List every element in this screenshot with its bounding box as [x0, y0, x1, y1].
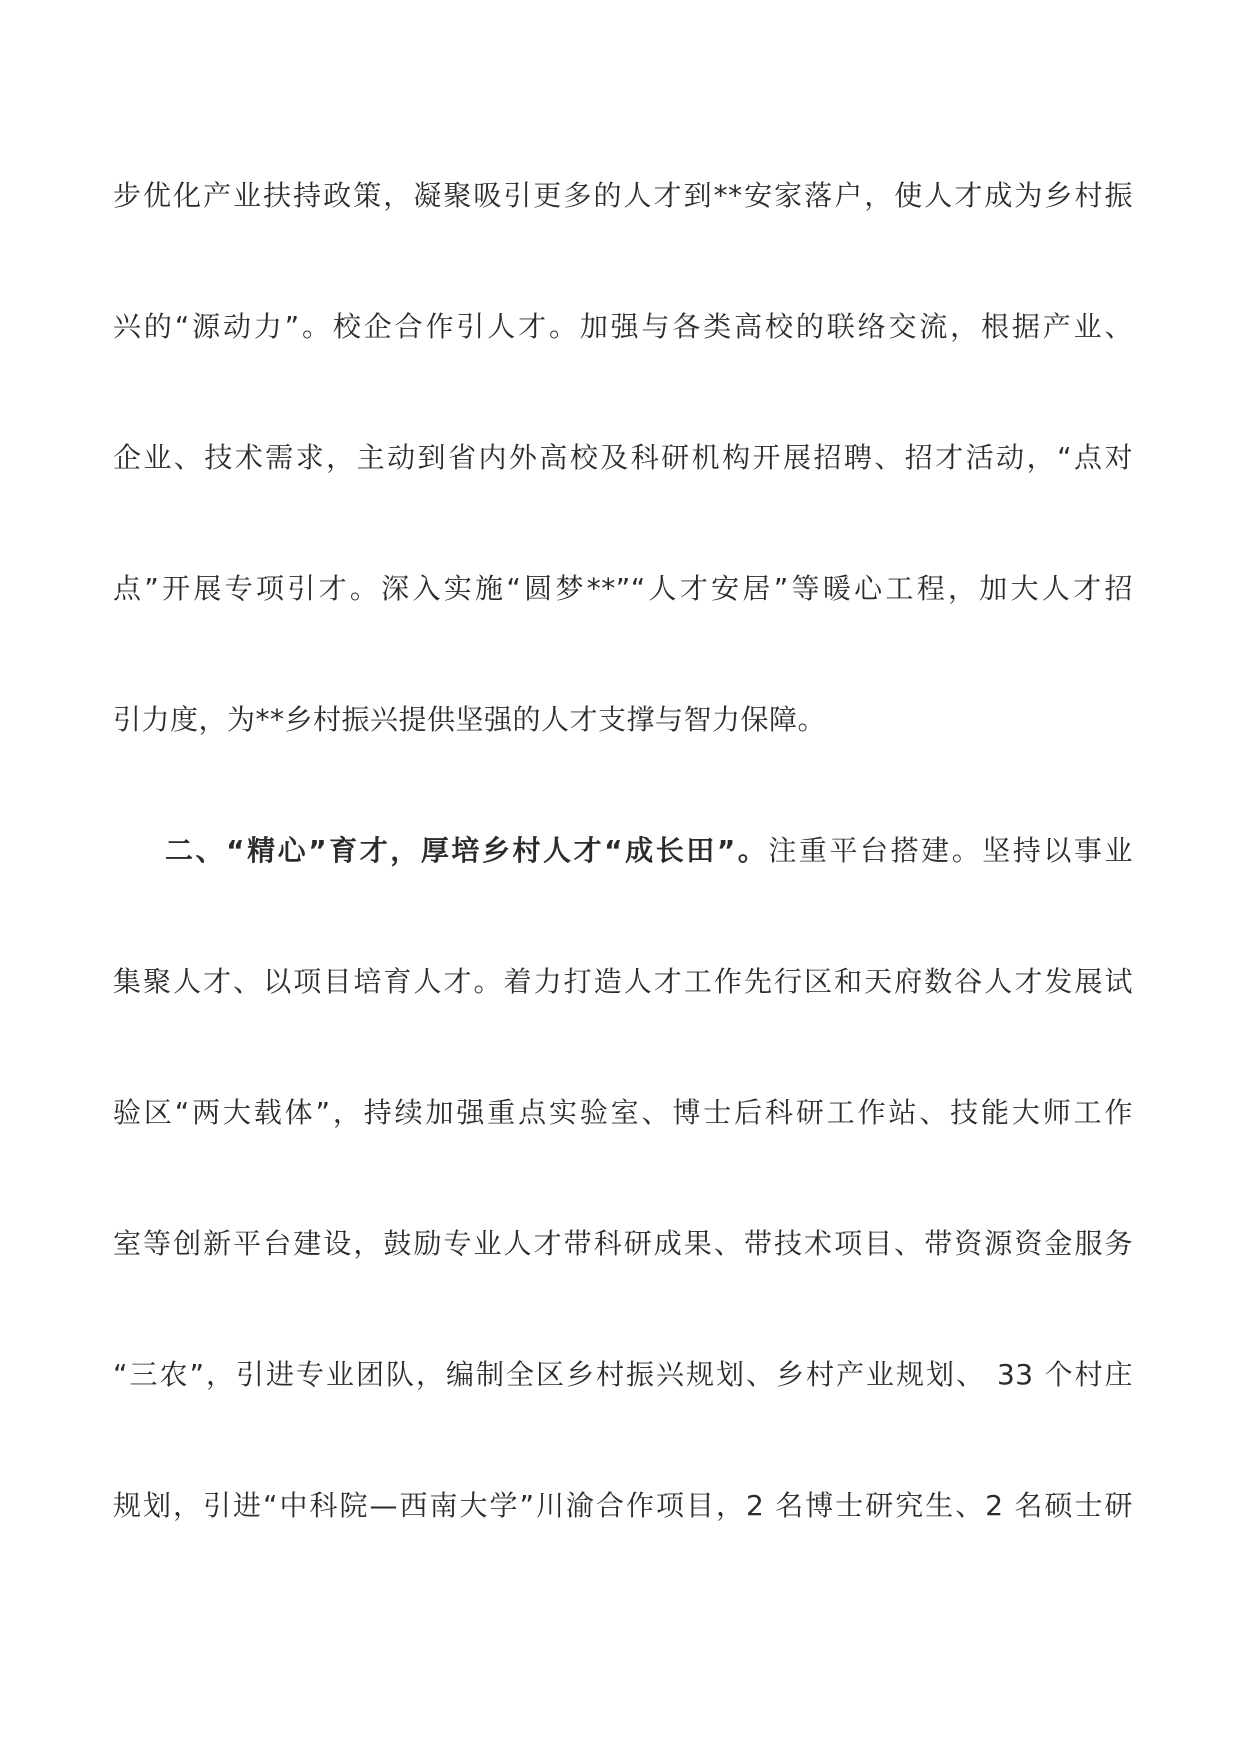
- section-heading-line: [165, 831, 1133, 871]
- text-line: “三农”，引进专业团队，编制全区乡村振兴规划、乡村产业规划、 33 个村庄: [113, 1358, 1133, 1391]
- text-line: 兴的“源动力”。校企合作引人才。加强与各类高校的联络交流，根据产业、: [113, 310, 1133, 343]
- text-line: 步优化产业扶持政策，凝聚吸引更多的人才到**安家落户，使人才成为乡村振: [113, 179, 1133, 212]
- text-line: 室等创新平台建设，鼓励专业人才带科研成果、带技术项目、带资源资金服务: [113, 1227, 1133, 1260]
- text-line: 验区“两大载体”，持续加强重点实验室、博士后科研工作站、技能大师工作: [113, 1096, 1133, 1129]
- text-line: 企业、技术需求，主动到省内外高校及科研机构开展招聘、招才活动，“点对: [113, 441, 1133, 474]
- text-line: 集聚人才、以项目培育人才。着力打造人才工作先行区和天府数谷人才发展试: [113, 965, 1133, 998]
- text-line: 引力度，为**乡村振兴提供坚强的人才支撑与智力保障。: [113, 703, 827, 736]
- section-heading: 二、“精心”育才，厚培乡村人才“成长田”。: [165, 834, 769, 867]
- text-line: 点”开展专项引才。深入实施“圆梦**”“人才安居”等暖心工程，加大人才招: [113, 572, 1133, 605]
- text-line: 规划，引进“中科院—西南大学”川渝合作项目，2 名博士研究生、2 名硕士研: [113, 1489, 1133, 1522]
- text-line-rest: 注重平台搭建。坚持以事业: [768, 834, 1133, 867]
